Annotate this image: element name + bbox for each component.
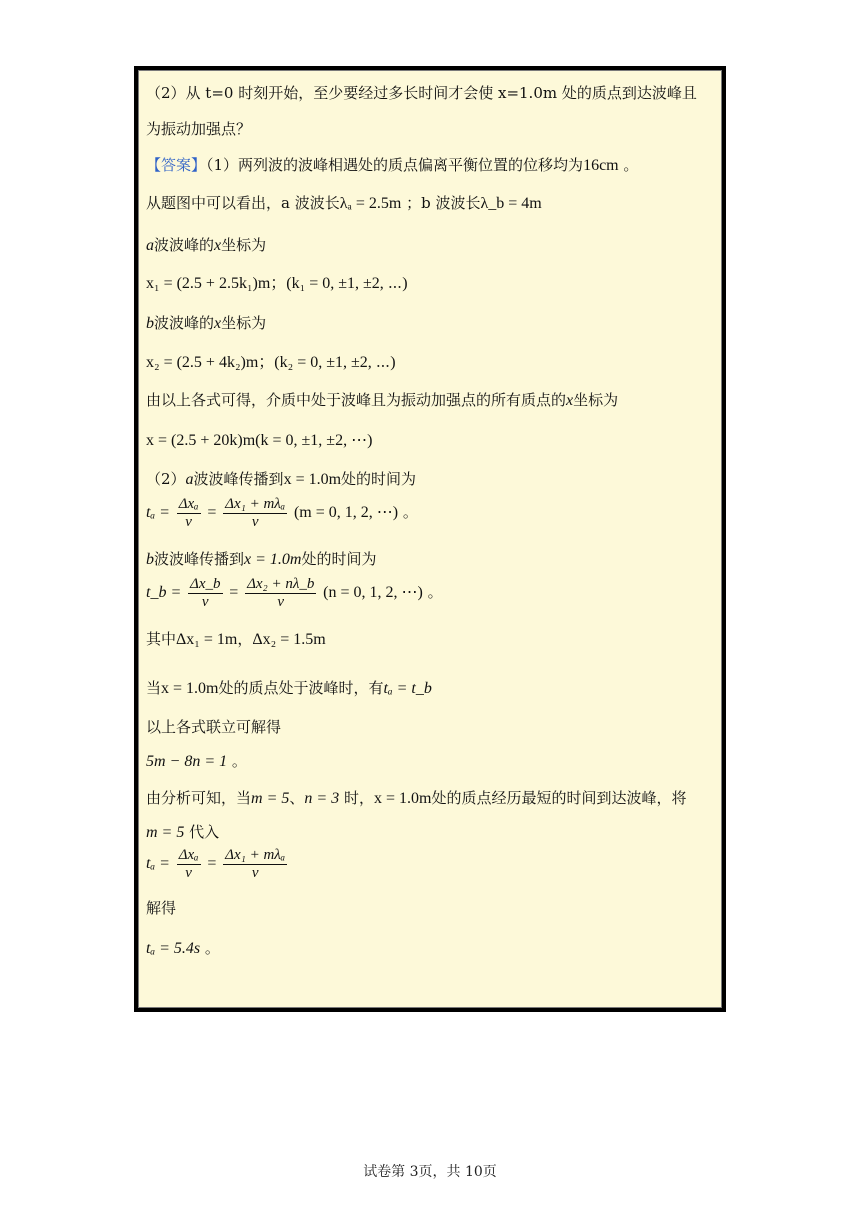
equation: x = (2.5 + 20k)m(k = 0, ±1, ±2, ⋯) — [146, 432, 373, 449]
answer-panel — [138, 70, 722, 1008]
equation: tₐ = t_b — [383, 680, 432, 697]
a-peak-line — [146, 234, 266, 257]
punct: 、 — [289, 789, 305, 807]
fraction: $\frac{\text{Δxₐ}}{v}$ — [178, 846, 199, 881]
answer-text: 坐标为 — [221, 314, 267, 332]
m-value: m = 5 — [146, 824, 185, 841]
answer-text: 其中 — [146, 630, 177, 648]
condition: (m = 0, 1, 2, ⋯) — [293, 504, 399, 521]
equation: 5m − 8n = 1 — [146, 753, 228, 770]
var-a: a — [185, 471, 194, 488]
punct: 。 — [227, 752, 247, 770]
eq-x1 — [146, 272, 408, 295]
question-line-2 — [146, 118, 251, 140]
eq-x2 — [146, 351, 396, 374]
answer-text: 解得 — [146, 899, 177, 917]
punct: 。 — [618, 156, 639, 174]
result-line — [146, 937, 220, 960]
eq-tb: t_b = $\frac{\Delta x\_b}{v}$ = $\frac{\text{Δx₂ + nλ\_b}}{v}$ (n = 0, 1, 2, ⋯) 。 — [146, 575, 443, 610]
answer-text: 波波峰的 — [154, 314, 215, 332]
where-line: 其中Δx₁ = 1m，Δx₂ = 1.5m — [146, 630, 326, 648]
answer-text: 处的时间为 — [341, 470, 417, 488]
solve-line — [146, 897, 176, 919]
analysis-line — [146, 787, 686, 810]
equation-lhs: tₐ = — [146, 855, 170, 872]
answer-text: 时， — [339, 789, 374, 807]
punct: 。 — [422, 583, 443, 601]
delta-x1: Δx₁ = 1m — [176, 631, 238, 648]
answer-frame — [134, 66, 726, 1012]
lambda-b: λ_b = 4m — [480, 195, 542, 212]
answer-text: 由以上各式可得，介质中处于波峰且为振动加强点的所有质点的 — [146, 391, 567, 409]
var-a: a — [146, 237, 154, 254]
position: x = 1.0m — [161, 680, 219, 697]
fraction: $\frac{\text{Δx₁ + mλₐ}}{v}$ — [225, 846, 286, 881]
var-x: x — [214, 315, 222, 332]
equation: x₁ = (2.5 + 2.5k₁)m；(k₁ = 0, ±1, ±2, ⋯) — [146, 275, 408, 292]
fraction: $\frac{\Delta x\_b}{v}$ — [190, 575, 221, 610]
var-x: x — [566, 392, 574, 409]
wavelength-line — [146, 192, 542, 215]
answer-text: 坐标为 — [221, 236, 267, 254]
var-b: b — [146, 315, 154, 332]
punct: 。 — [398, 503, 418, 521]
answer-text: 代入 — [184, 823, 220, 841]
punct: 。 — [200, 939, 220, 957]
part2-b-line — [146, 548, 376, 571]
equation-lhs: t_b = — [146, 584, 182, 601]
answer-text: 波波峰传播到 — [193, 470, 284, 488]
when-line — [146, 677, 432, 700]
fraction: $\frac{\text{Δx₁ + mλₐ}}{v}$ — [225, 495, 286, 530]
fraction: $\frac{\text{Δx₂ + nλ\_b}}{v}$ — [247, 575, 315, 610]
question-line-1 — [146, 82, 697, 104]
result: tₐ = 5.4s — [146, 940, 201, 957]
substitute-line — [146, 821, 219, 844]
eq-ta-2: tₐ = $\frac{\text{Δxₐ}}{v}$ = $\frac{\text{Δx₁ + mλₐ}}{v}$ — [146, 846, 286, 881]
answer-text: 从题图中可以看出，a 波波长 — [146, 194, 340, 212]
answer-line-1 — [146, 154, 638, 177]
b-peak-line — [146, 312, 266, 335]
eq-ta: tₐ = $\frac{\text{Δxₐ}}{v}$ = $\frac{\text{Δx₁ + mλₐ}}{v}$ (m = 0, 1, 2, ⋯) 。 — [146, 495, 418, 530]
position: x = 1.0m — [283, 471, 342, 488]
answer-text: 波波峰的 — [154, 236, 215, 254]
eq-x — [146, 429, 372, 452]
position: x = 1.0m — [244, 551, 302, 568]
question-text: （2）从 t=0 时刻开始，至少要经过多长时间才会使 x=1.0m 处的质点到达波峰且 — [146, 84, 697, 102]
position: x = 1.0m — [373, 790, 432, 807]
n-value: n = 3 — [304, 790, 340, 807]
answer-text: （1）两列波的波峰相遇处的质点偏离平衡位置的位移均为 — [206, 156, 584, 174]
answer-text: 当 — [146, 679, 162, 697]
var-x: x — [214, 237, 222, 254]
page-footer: 试卷第 3页，共 10页 — [363, 1164, 497, 1180]
answer-text: 处的质点经历最短的时间到达波峰，将 — [431, 789, 687, 807]
answer-text: ；b 波波长 — [401, 194, 481, 212]
delta-x2: Δx₂ = 1.5m — [252, 631, 326, 648]
answer-text: 坐标为 — [573, 391, 619, 409]
answer-text: （2） — [146, 470, 186, 488]
displacement-value: 16cm — [583, 157, 619, 174]
eq-mn — [146, 750, 247, 773]
condition: (n = 0, 1, 2, ⋯) — [323, 584, 423, 601]
answer-tag: 【答案】 — [146, 156, 207, 174]
all-points-line — [146, 389, 618, 412]
lambda-a: λₐ = 2.5m — [339, 195, 402, 212]
answer-text: 处的时间为 — [301, 550, 377, 568]
var-b: b — [146, 551, 154, 568]
equation-lhs: tₐ = — [146, 504, 170, 521]
answer-text: 以上各式联立可解得 — [146, 718, 282, 736]
m-value: m = 5 — [251, 790, 290, 807]
answer-text: 处的质点处于波峰时，有 — [218, 679, 384, 697]
part2-line — [146, 468, 416, 491]
answer-text: 由分析可知，当 — [146, 789, 252, 807]
question-text: 为振动加强点？ — [146, 120, 252, 138]
combine-line — [146, 716, 281, 738]
fraction: $\frac{\text{Δxₐ}}{v}$ — [178, 495, 199, 530]
answer-text: 波波峰传播到 — [154, 550, 245, 568]
equation: x₂ = (2.5 + 4k₂)m；(k₂ = 0, ±1, ±2, ⋯) — [146, 354, 396, 371]
